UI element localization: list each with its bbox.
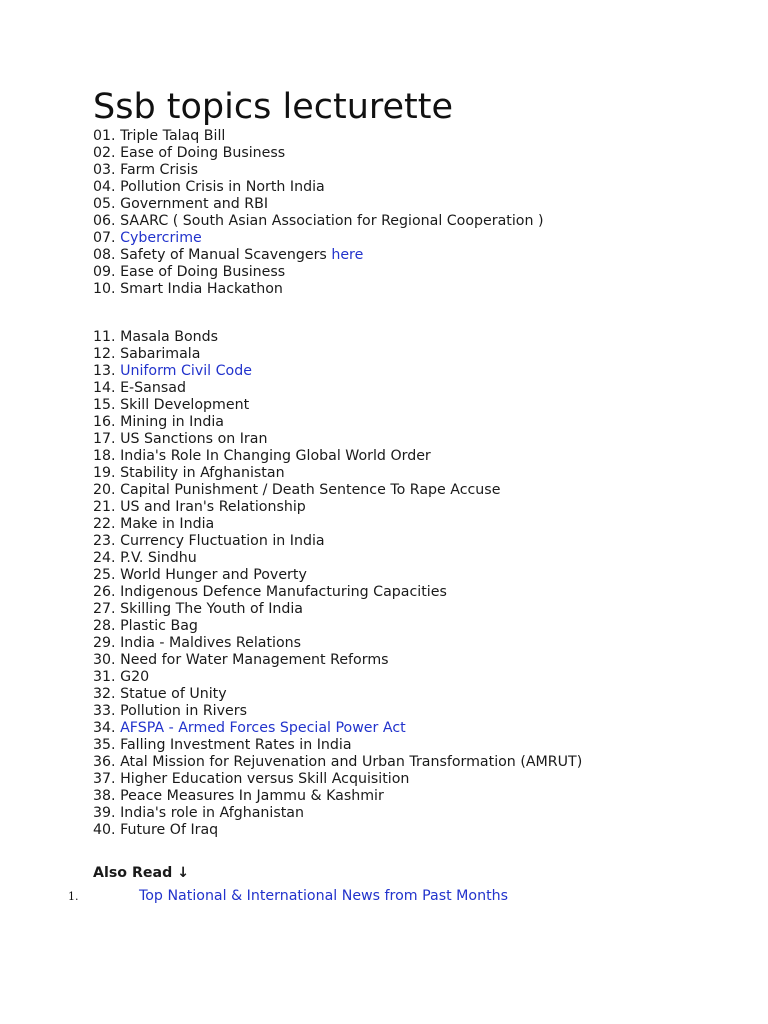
topic-item	[93, 618, 753, 635]
topic-label: Pollution Crisis in North India	[120, 179, 325, 195]
topic-item	[93, 703, 753, 720]
topic-label: Skill Development	[120, 397, 250, 413]
topic-label: India's Role In Changing Global World Order	[120, 448, 431, 464]
topic-label: Farm Crisis	[120, 162, 198, 178]
topic-item	[93, 584, 753, 601]
topic-item	[93, 465, 753, 482]
topic-number: 37.	[93, 771, 116, 787]
topic-item	[93, 414, 753, 431]
topic-label: P.V. Sindhu	[120, 550, 197, 566]
topic-item	[93, 499, 753, 516]
topic-item	[93, 652, 753, 669]
topic-number: 39.	[93, 805, 116, 821]
topic-label: Skilling The Youth of India	[120, 601, 304, 617]
topic-item	[93, 516, 753, 533]
topic-item	[93, 669, 753, 686]
topic-number: 20.	[93, 482, 116, 498]
topic-number: 08.	[93, 247, 116, 263]
topic-number: 04.	[93, 179, 116, 195]
topic-number: 22.	[93, 516, 116, 532]
topic-label: Make in India	[120, 516, 215, 532]
topic-number: 01.	[93, 128, 116, 144]
topic-label: India's role in Afghanistan	[120, 805, 304, 821]
topic-label: US and Iran's Relationship	[120, 499, 306, 515]
topic-number: 21.	[93, 499, 116, 515]
topic-label: Atal Mission for Rejuvenation and Urban Transformation (AMRUT)	[120, 754, 583, 770]
topic-item	[93, 737, 753, 754]
topic-item	[93, 550, 753, 567]
topic-label: India - Maldives Relations	[120, 635, 302, 651]
topic-item	[93, 805, 753, 822]
topic-number: 34.	[93, 720, 116, 736]
topic-item[interactable]	[93, 363, 753, 380]
topic-label: Plastic Bag	[120, 618, 198, 634]
topic-label: Triple Talaq Bill	[120, 128, 226, 144]
topic-item	[93, 346, 753, 363]
section-gap	[93, 298, 753, 329]
topic-item	[93, 635, 753, 652]
topic-item[interactable]	[93, 230, 753, 247]
topic-item	[93, 264, 753, 281]
topic-label: US Sanctions on Iran	[120, 431, 268, 447]
topic-number: 14.	[93, 380, 116, 396]
topic-label: Currency Fluctuation in India	[120, 533, 325, 549]
topic-number: 24.	[93, 550, 116, 566]
topic-item	[93, 771, 753, 788]
topic-item	[93, 754, 753, 771]
topic-item	[93, 281, 753, 298]
topic-item	[93, 380, 753, 397]
topic-label: Higher Education versus Skill Acquisition	[120, 771, 410, 787]
topic-label: E-Sansad	[120, 380, 186, 396]
topic-number: 23.	[93, 533, 116, 549]
topic-item	[93, 128, 753, 145]
topic-item	[93, 162, 753, 179]
topic-label: Government and RBI	[120, 196, 269, 212]
topic-number: 27.	[93, 601, 116, 617]
topic-label: Masala Bonds	[120, 329, 219, 345]
topic-number: 06.	[93, 213, 116, 229]
topic-item	[93, 601, 753, 618]
topic-number: 36.	[93, 754, 116, 770]
topic-label: Sabarimala	[120, 346, 201, 362]
topic-number: 38.	[93, 788, 116, 804]
topic-label: G20	[120, 669, 150, 685]
topic-label: Pollution in Rivers	[120, 703, 247, 719]
topic-number: 18.	[93, 448, 116, 464]
topic-number: 02.	[93, 145, 116, 161]
topic-label: Capital Punishment / Death Sentence To Rape Accuse	[120, 482, 501, 498]
topic-label: Ease of Doing Business	[120, 145, 286, 161]
also-read-link[interactable]: Top National & International News from Past Months	[139, 888, 509, 904]
topic-number: 26.	[93, 584, 116, 600]
topic-label: World Hunger and Poverty	[120, 567, 307, 583]
topic-item	[93, 196, 753, 213]
topic-item	[93, 822, 753, 839]
topic-number: 17.	[93, 431, 116, 447]
topic-link[interactable]: Cybercrime	[120, 230, 202, 246]
topic-label: Statue of Unity	[120, 686, 227, 702]
topic-number: 03.	[93, 162, 116, 178]
topic-label: Falling Investment Rates in India	[120, 737, 352, 753]
topic-number: 29.	[93, 635, 116, 651]
topic-label: SAARC ( South Asian Association for Regional Cooperation )	[120, 213, 544, 229]
topic-item	[93, 397, 753, 414]
topic-label: Need for Water Management Reforms	[120, 652, 389, 668]
topic-item	[93, 567, 753, 584]
topic-label: Indigenous Defence Manufacturing Capacities	[120, 584, 447, 600]
also-read-item-number: 1.	[68, 890, 79, 903]
topic-number: 09.	[93, 264, 116, 280]
topic-label: Mining in India	[120, 414, 224, 430]
topic-number: 13.	[93, 363, 116, 379]
topic-list-part1	[93, 128, 753, 298]
topic-label: Future Of Iraq	[120, 822, 219, 838]
topic-item	[93, 145, 753, 162]
topic-link[interactable]: Uniform Civil Code	[120, 363, 252, 379]
topic-label: Smart India Hackathon	[120, 281, 283, 297]
topic-number: 05.	[93, 196, 116, 212]
topic-number: 40.	[93, 822, 116, 838]
topic-number: 28.	[93, 618, 116, 634]
topic-number: 33.	[93, 703, 116, 719]
topic-item	[93, 686, 753, 703]
topic-label: Safety of Manual Scavengers	[120, 247, 327, 263]
topic-number: 32.	[93, 686, 116, 702]
also-read-heading: Also Read ↓	[93, 865, 190, 881]
topic-number: 19.	[93, 465, 116, 481]
topic-link[interactable]: AFSPA - Armed Forces Special Power Act	[120, 720, 406, 736]
topic-item	[93, 431, 753, 448]
topic-item	[93, 179, 753, 196]
topic-item	[93, 448, 753, 465]
topic-number: 07.	[93, 230, 116, 246]
topic-item[interactable]	[93, 247, 753, 264]
topic-item	[93, 788, 753, 805]
topic-number: 15.	[93, 397, 116, 413]
topic-number: 11.	[93, 329, 116, 345]
here-link[interactable]: here	[331, 247, 364, 263]
page-title: Ssb topics lecturette	[93, 87, 454, 127]
topic-item[interactable]	[93, 720, 753, 737]
topic-number: 10.	[93, 281, 116, 297]
topic-list-part2	[93, 329, 753, 839]
topic-number: 31.	[93, 669, 116, 685]
topic-number: 12.	[93, 346, 116, 362]
also-read-item[interactable]	[0, 887, 768, 905]
document-page	[93, 86, 753, 882]
topic-label: Ease of Doing Business	[120, 264, 286, 280]
topic-number: 35.	[93, 737, 116, 753]
topic-number: 16.	[93, 414, 116, 430]
topic-label: Stability in Afghanistan	[120, 465, 285, 481]
topic-item	[93, 329, 753, 346]
topic-item	[93, 482, 753, 499]
also-read-list	[0, 887, 768, 905]
topic-label: Peace Measures In Jammu & Kashmir	[120, 788, 384, 804]
topic-number: 30.	[93, 652, 116, 668]
topic-item	[93, 533, 753, 550]
topic-item	[93, 213, 753, 230]
topic-number: 25.	[93, 567, 116, 583]
